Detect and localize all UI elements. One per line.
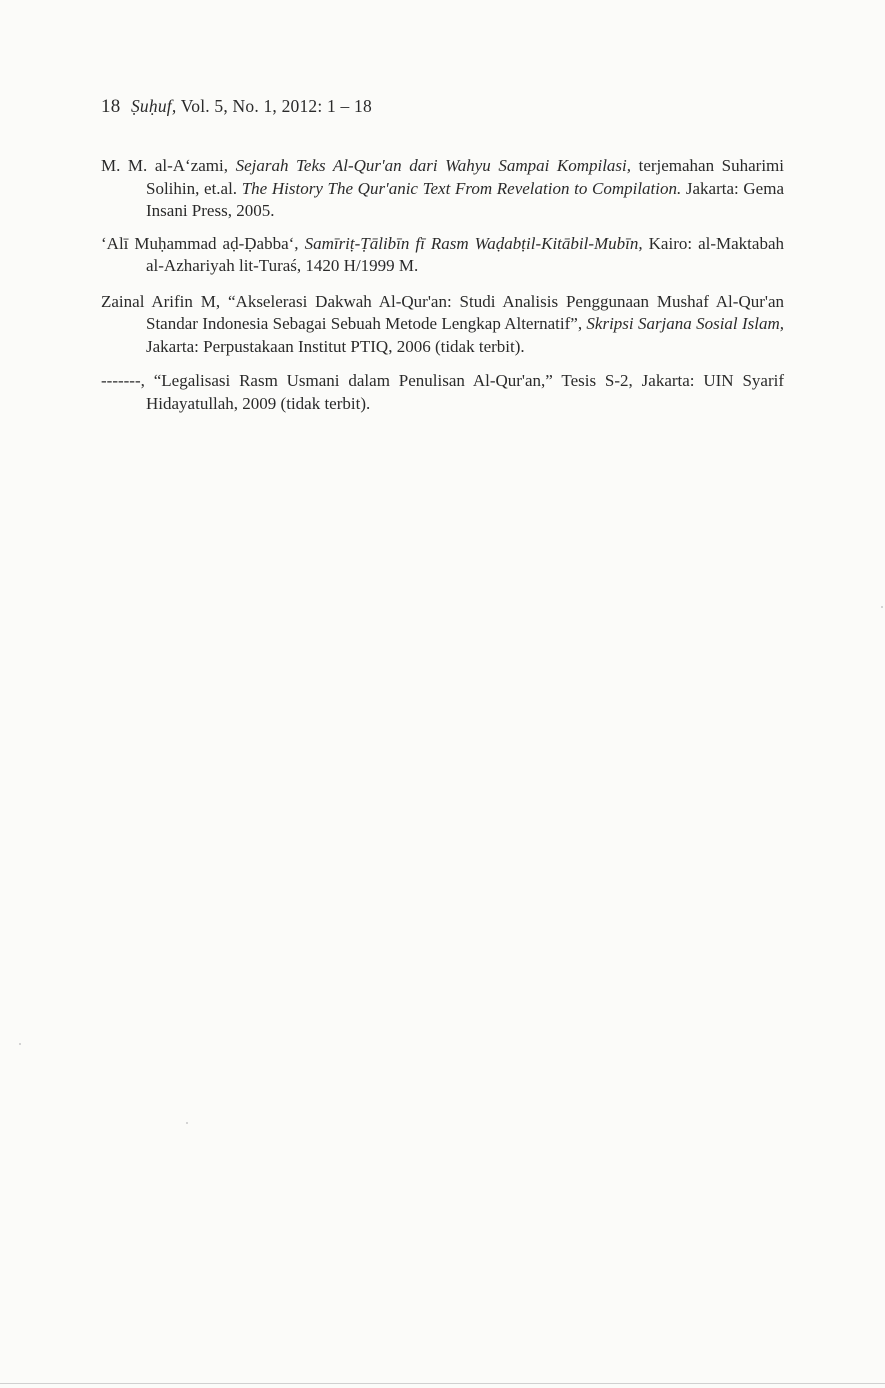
reference-entry [101,233,784,278]
reference-title: Sejarah Teks Al-Qur'an dari Wahyu Sampai Kompilasi, [235,156,632,175]
reference-entry [101,291,784,359]
reference-title: Skripsi Sarjana Sosial Islam, [586,314,784,333]
reference-author: M. M. al-A‘zami, [101,156,236,175]
page-number: 18 [101,96,121,117]
reference-author: Zainal Arifin M, “Akselerasi Dakwah Al-Qur'an: Studi Analisis Penggunaan Mushaf Al-Qur'an Standar Indonesia Sebagai Sebuah Metode Lengkap Alternatif”, [101,291,784,333]
reference-publisher: Kairo: al-Maktabah al-Azhariyah lit-Turaś, 1420 H/1999 M. [146,233,784,275]
reference-title: Samīriṭ-Ṭālibīn fī Rasm Waḍabṭil-Kitābil-Mubīn, [304,233,643,253]
reference-publisher: Jakarta: Perpustakaan Institut PTIQ, 2006 (tidak terbit). [146,336,525,356]
reference-translator: terjemahan Suharimi Solihin, et.al. [146,156,784,198]
reference-publisher: Jakarta: Gema Insani Press, 2005. [146,178,784,220]
scan-speck [881,606,883,608]
reference-original-title: The History The Qur'anic Text From Revelation to Compilation. [241,178,682,198]
reference-author: -------, “Legalisasi Rasm Usmani dalam Penulisan Al-Qur'an,” Tesis S-2, Jakarta: UIN Syarif Hidayatullah, 2009 (tidak terbit). [101,371,784,413]
reference-entry [101,370,784,415]
scan-speck [186,1122,188,1124]
volume-info: Vol. 5, No. 1, 2012: 1 – 18 [180,96,372,116]
reference-author: ‘Alī Muḥammad aḍ-Ḍabba‘, [101,233,305,253]
bibliography [101,155,784,425]
scan-speck [19,1043,21,1045]
scan-edge [0,1383,885,1384]
journal-title: Ṣuḥuf, [130,96,177,116]
reference-entry [101,155,784,223]
running-header [101,96,372,118]
